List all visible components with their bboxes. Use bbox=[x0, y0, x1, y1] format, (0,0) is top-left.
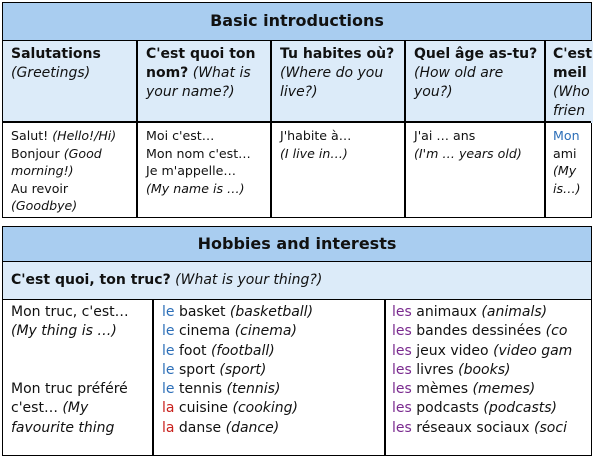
hobbies-phrase-1: Mon truc, c'est… bbox=[11, 304, 129, 320]
friend-phrase-en-1: (My bbox=[553, 163, 577, 178]
name-phrase-3: Je m'appelle… bbox=[146, 163, 236, 178]
name-phrase-2: Mon nom c'est… bbox=[146, 145, 251, 161]
list-item bbox=[392, 380, 604, 399]
greeting-bonjour-en: (Good bbox=[63, 145, 102, 161]
header-age-fr: Quel âge as-tu? bbox=[414, 46, 538, 62]
hobby-en: (animals) bbox=[481, 304, 548, 320]
hobbies-question-en: (What is your thing?) bbox=[170, 272, 323, 288]
article: les bbox=[392, 400, 412, 417]
hobby-fr: danse bbox=[174, 419, 226, 436]
list-item bbox=[162, 380, 386, 399]
hobbies-phrase-2-en-2: favourite thing bbox=[11, 419, 115, 436]
header-greetings bbox=[3, 41, 138, 123]
live-phrase: J'habite à… bbox=[280, 128, 352, 143]
article: le bbox=[162, 381, 175, 398]
greeting-aurevoir: Au revoir bbox=[11, 180, 69, 196]
article: les bbox=[392, 381, 412, 398]
hobby-en: (basketball) bbox=[229, 304, 314, 320]
header-live-fr: Tu habites où? bbox=[280, 46, 395, 62]
hobby-fr: bandes dessinées bbox=[411, 323, 546, 340]
hobbies-singular-cell bbox=[154, 300, 386, 438]
hobby-fr: mèmes bbox=[411, 381, 473, 398]
greeting-salut-en: (Hello!/Hi) bbox=[52, 128, 117, 143]
header-greetings-fr: Salutations bbox=[11, 46, 101, 62]
header-greetings-en: (Greetings) bbox=[11, 65, 91, 81]
friend-phrase-2: ami bbox=[553, 145, 577, 161]
hobbies-phrases-cell bbox=[3, 300, 153, 438]
greeting-bonjour-en-2: morning!) bbox=[11, 163, 74, 178]
hobby-fr: tennis bbox=[174, 381, 227, 398]
header-age-en: (How old are you?) bbox=[414, 65, 504, 100]
header-friend-en: (Who frien bbox=[553, 84, 590, 119]
hobby-fr: sport bbox=[174, 361, 220, 378]
list-item bbox=[162, 419, 386, 438]
hobby-en: (books) bbox=[458, 361, 511, 378]
article: les bbox=[392, 323, 412, 340]
hobbies-phrase-2-end: c'est… bbox=[11, 400, 63, 417]
hobby-fr: livres bbox=[411, 361, 459, 378]
age-cell bbox=[406, 123, 546, 219]
live-phrase-en: (I live in…) bbox=[280, 145, 348, 161]
list-item bbox=[162, 342, 386, 361]
header-name-en: (What is your name?) bbox=[146, 65, 251, 100]
greeting-salut: Salut! bbox=[11, 128, 53, 143]
hobby-en: (podcasts) bbox=[483, 400, 558, 417]
article: le bbox=[162, 342, 175, 359]
article: la bbox=[162, 419, 175, 436]
hobby-en: (dance) bbox=[225, 419, 280, 436]
hobby-fr: basket bbox=[174, 304, 230, 320]
article: les bbox=[392, 361, 412, 378]
list-item bbox=[392, 303, 604, 322]
hobbies-phrase-2-en: (My bbox=[62, 400, 89, 417]
hobby-fr: réseaux sociaux bbox=[411, 419, 535, 436]
hobbies-phrase-2: Mon truc préféré bbox=[11, 381, 128, 398]
article: le bbox=[162, 361, 175, 378]
header-friend bbox=[546, 41, 593, 123]
list-item bbox=[162, 303, 386, 322]
hobby-en: (video gam bbox=[493, 342, 573, 359]
hobby-fr: cinema bbox=[174, 323, 235, 340]
article: les bbox=[392, 419, 412, 436]
list-item bbox=[392, 361, 604, 380]
name-phrase-en: (My name is …) bbox=[146, 180, 245, 196]
header-friend-fr: C'est meil bbox=[553, 46, 593, 81]
article: les bbox=[392, 342, 412, 359]
article: le bbox=[162, 304, 175, 320]
header-name-fr: C'est quoi ton nom? bbox=[146, 46, 256, 81]
hobbies-plural-cell bbox=[384, 300, 604, 438]
hobby-fr: jeux video bbox=[411, 342, 494, 359]
hobby-fr: foot bbox=[174, 342, 211, 359]
list-item bbox=[162, 361, 386, 380]
hobby-en: (co bbox=[545, 323, 568, 340]
hobbies-question-fr: C'est quoi, ton truc? bbox=[11, 272, 171, 288]
list-item bbox=[162, 399, 386, 418]
greeting-aurevoir-en: (Goodbye) bbox=[11, 198, 78, 213]
hobby-en: (memes) bbox=[472, 381, 536, 398]
name-cell bbox=[138, 123, 272, 219]
article: les bbox=[392, 304, 412, 320]
hobby-fr: podcasts bbox=[411, 400, 484, 417]
name-phrase-1: Moi c'est… bbox=[146, 128, 215, 143]
friend-cell bbox=[546, 123, 593, 219]
header-live-en: (Where do you live?) bbox=[280, 65, 384, 100]
greeting-bonjour: Bonjour bbox=[11, 145, 64, 161]
hobby-en: (cinema) bbox=[234, 323, 297, 340]
article: le bbox=[162, 323, 175, 340]
header-name bbox=[138, 41, 272, 123]
hobbies-title: Hobbies and interests bbox=[3, 227, 591, 262]
hobbies-phrase-1-en: (My thing is …) bbox=[11, 323, 117, 340]
hobby-en: (sport) bbox=[219, 361, 267, 378]
hobbies-question bbox=[3, 262, 591, 300]
hobby-en: (cooking) bbox=[232, 400, 299, 417]
hobby-fr: animaux bbox=[411, 304, 482, 320]
list-item bbox=[162, 322, 386, 341]
header-age bbox=[406, 41, 546, 123]
list-item bbox=[392, 322, 604, 341]
friend-phrase-en-2: is…) bbox=[553, 180, 581, 196]
age-phrase-en: (I'm … years old) bbox=[414, 145, 522, 161]
hobby-en: (tennis) bbox=[226, 381, 281, 398]
greetings-cell bbox=[3, 123, 138, 219]
header-live bbox=[272, 41, 406, 123]
list-item bbox=[392, 419, 604, 438]
hobbies-table bbox=[2, 226, 592, 456]
list-item bbox=[392, 399, 604, 418]
age-phrase: J'ai … ans bbox=[414, 128, 476, 143]
friend-phrase-1: Mon bbox=[553, 128, 580, 143]
list-item bbox=[392, 342, 604, 361]
live-cell bbox=[272, 123, 406, 219]
hobby-fr: cuisine bbox=[174, 400, 233, 417]
basic-introductions-title: Basic introductions bbox=[3, 3, 591, 41]
article: la bbox=[162, 400, 175, 417]
hobby-en: (soci bbox=[534, 419, 567, 436]
hobby-en: (football) bbox=[210, 342, 275, 359]
basic-introductions-table bbox=[2, 2, 592, 218]
